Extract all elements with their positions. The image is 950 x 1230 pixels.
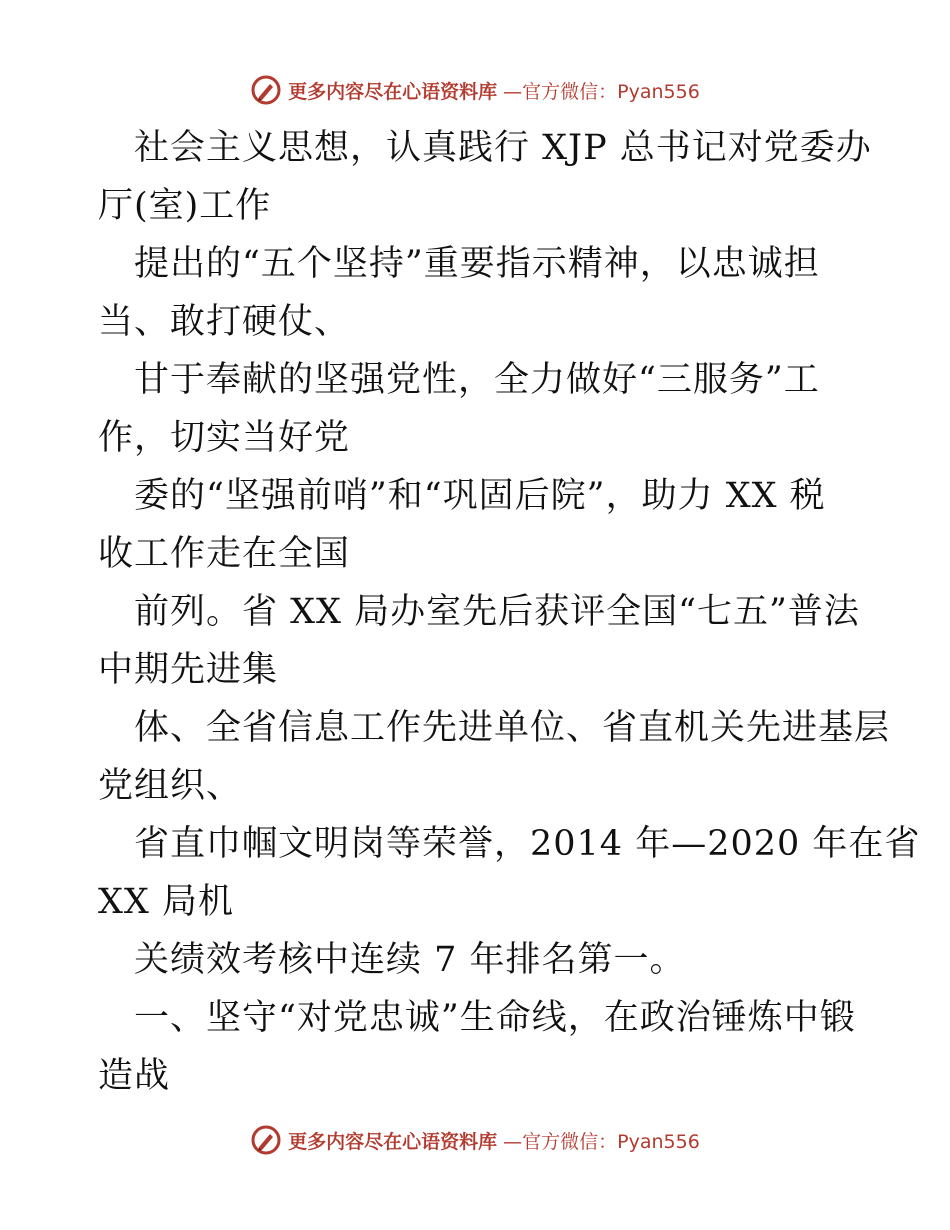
text-line: 作，切实当好党 [98, 418, 351, 458]
text-line: 收工作走在全国 [98, 534, 351, 574]
text-line: 省直巾帼文明岗等荣誉，2014 年—2020 年在省 [134, 824, 921, 864]
text-line: 一、坚守“对党忠诚”生命线，在政治锤炼中锻 [134, 998, 856, 1038]
pen-logo-icon [250, 1124, 282, 1156]
text-line: 造战 [98, 1056, 171, 1096]
text-line: 提出的“五个坚持”重要指示精神，以忠诚担 [134, 244, 820, 284]
pen-logo-icon [250, 74, 282, 106]
text-line: 甘于奉献的坚强党性，全力做好“三服务”工 [134, 360, 820, 400]
text-line: XX 局机 [98, 882, 234, 922]
header-promo-text: 更多内容尽在心语资料库 [288, 80, 498, 103]
header-wechat-text: —官方微信：Pyan556 [503, 80, 700, 103]
text-line: 当、敢打硬仗、 [98, 302, 351, 342]
text-line: 体、全省信息工作先进单位、省直机关先进基层 [134, 708, 891, 748]
text-line: 前列。省 XX 局办室先后获评全国“七五”普法 [134, 592, 860, 632]
footer-wechat-text: —官方微信：Pyan556 [503, 1130, 700, 1153]
text-line: 委的“坚强前哨”和“巩固后院”，助力 XX 税 [134, 476, 826, 516]
text-line: 关绩效考核中连续 7 年排名第一。 [134, 940, 686, 980]
text-line: 党组织、 [98, 766, 243, 806]
text-line: 中期先进集 [98, 650, 279, 690]
footer-banner [0, 1120, 950, 1160]
footer-promo-text: 更多内容尽在心语资料库 [288, 1130, 498, 1153]
text-line: 厅(室)工作 [98, 186, 272, 226]
text-line: 社会主义思想，认真践行 XJP 总书记对党委办 [134, 128, 872, 168]
header-banner [0, 70, 950, 110]
